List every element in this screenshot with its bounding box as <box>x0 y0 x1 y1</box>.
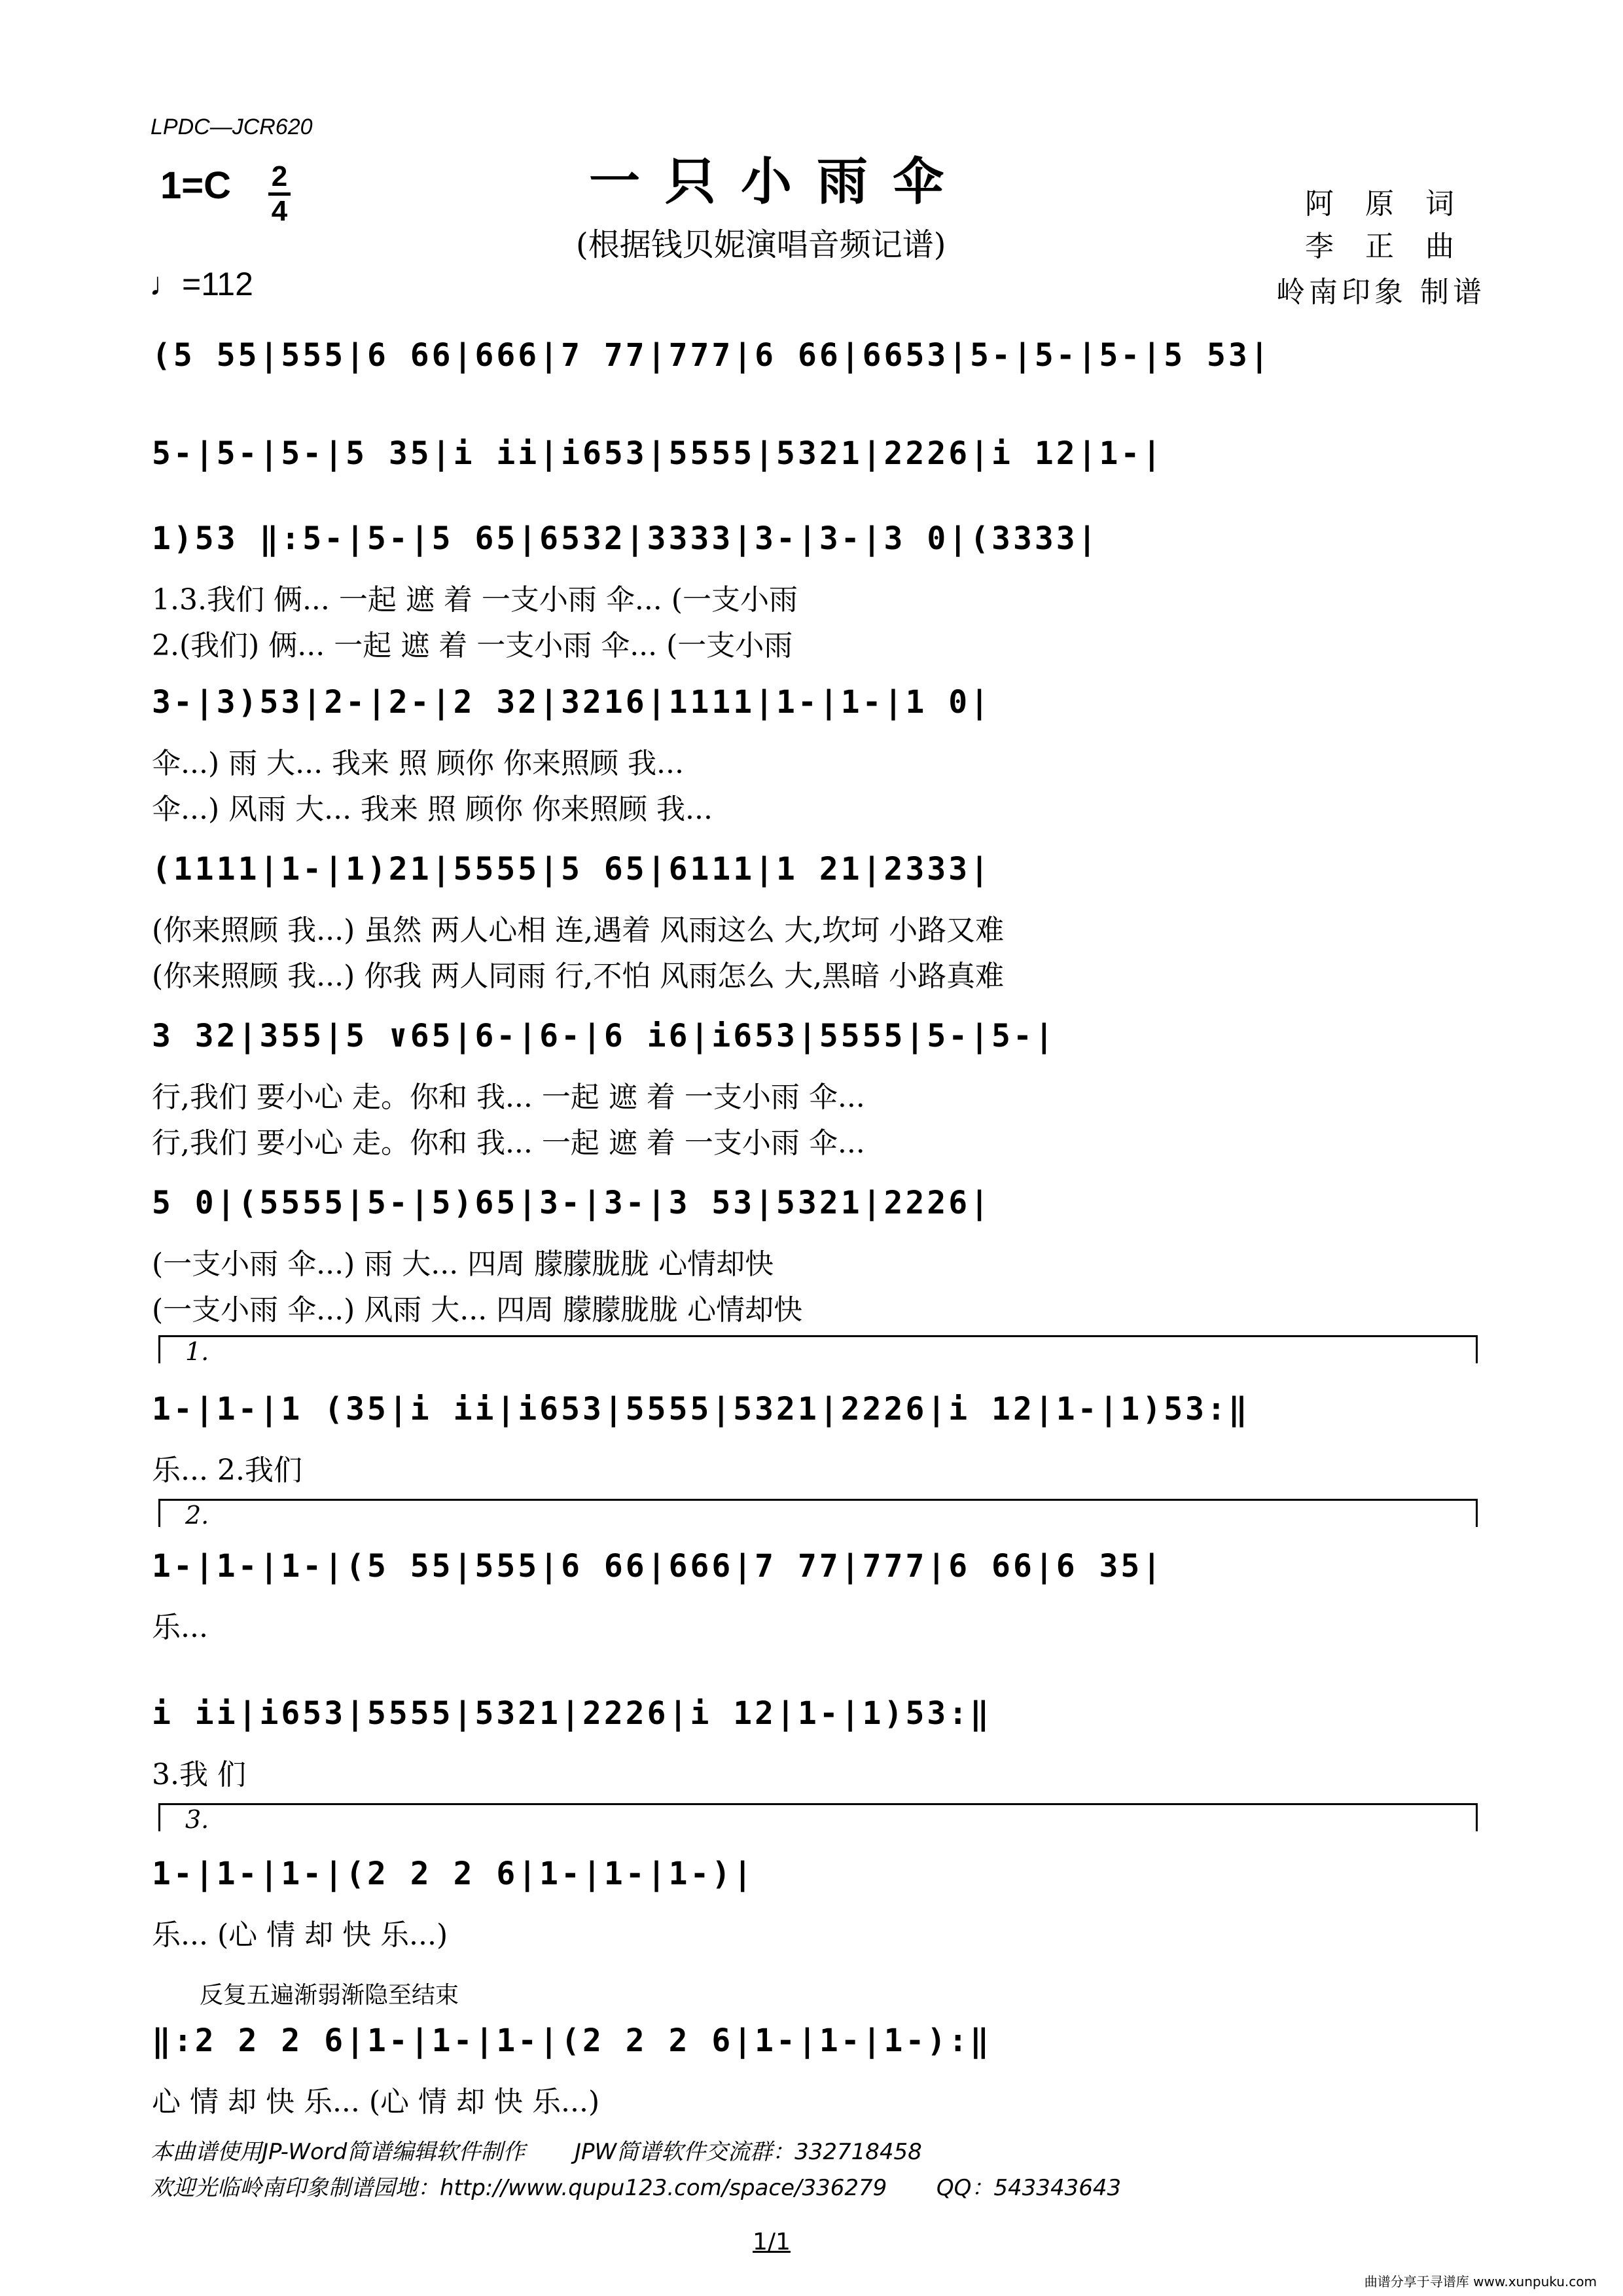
composer-credit: 李正曲 <box>1305 230 1486 263</box>
lyric-row-10: 3.我 们 <box>152 1758 246 1791</box>
footer-line-2: 欢迎光临岭南印象制谱园地：http://www.qupu123.com/space/336279 QQ：543343643 <box>151 2175 1122 2201</box>
notation-row-2: 5-|5-|5-|5 35|i ii|i653|5555|5321|2226|i 12|1-| <box>152 435 1164 472</box>
ending-bracket-1 <box>158 1335 1478 1366</box>
time-signature <box>268 162 291 226</box>
key-signature: 1=C <box>160 164 232 207</box>
ending-label-1: 1. <box>185 1337 209 1366</box>
notation-row-9: 1-|1-|1-|(5 55|555|6 66|666|7 77|777|6 66|6 35| <box>152 1548 1164 1585</box>
notation-row-3: 1)53 ‖:5-|5-|5 65|6532|3333|3-|3-|3 0|(3333| <box>152 520 1099 557</box>
notation-row-5: (1111|1-|1)21|5555|5 65|6111|1 21|2333| <box>152 851 992 888</box>
notation-row-1: (5 55|555|6 66|666|7 77|777|6 66|6653|5-|5-|5-|5 53| <box>152 337 1272 374</box>
lyric-row-3a: 1.3.我们 俩... 一起 遮 着 一支小雨 伞... (一支小雨 <box>152 583 798 617</box>
lyric-row-5b: (你来照顾 我...) 你我 两人同雨 行,不怕 风雨怎么 大,黑暗 小路真难 <box>152 960 1005 993</box>
lyric-row-8: 乐... 2.我们 <box>152 1454 302 1487</box>
notation-row-4: 3-|3)53|2-|2-|2 32|3216|1111|1-|1-|1 0| <box>152 684 992 721</box>
lyricist-credit: 阿原词 <box>1305 187 1486 221</box>
notation-row-7: 5 0|(5555|5-|5)65|3-|3-|3 53|5321|2226| <box>152 1185 992 1221</box>
meter-top: 2 <box>271 160 288 192</box>
song-subtitle: (根据钱贝妮演唱音频记谱) <box>576 226 946 263</box>
lyric-row-6a: 行,我们 要小心 走。你和 我... 一起 遮 着 一支小雨 伞... <box>152 1081 865 1114</box>
lyric-row-7a: (一支小雨 伞...) 雨 大... 四周 朦朦胧胧 心情却快 <box>152 1247 774 1281</box>
lyric-row-4a: 伞...) 雨 大... 我来 照 顾你 你来照顾 我... <box>152 747 684 780</box>
watermark-text: 曲谱分享于寻谱库 www.xunpuku.com <box>1364 2274 1597 2289</box>
tempo-marking: ♩=112 <box>149 266 253 302</box>
notation-row-8: 1-|1-|1 (35|i ii|i653|5555|5321|2226|i 12|1-|1)53:‖ <box>152 1391 1250 1427</box>
footer-line-1: 本曲谱使用JP-Word简谱编辑软件制作 JPW简谱软件交流群：332718458 <box>151 2139 922 2165</box>
ending-label-3: 3. <box>185 1805 209 1834</box>
lyric-row-9: 乐... <box>152 1611 208 1644</box>
lyric-row-11: 乐... (心 情 却 快 乐...) <box>152 1918 448 1952</box>
notation-row-6: 3 32|355|5 ∨65|6-|6-|6 i6|i653|5555|5-|5-| <box>152 1018 1056 1054</box>
ending-label-2: 2. <box>185 1501 209 1530</box>
ending-bracket-2 <box>158 1499 1478 1530</box>
repeat-instruction: 反复五遍渐弱渐隐至结束 <box>200 1982 459 2009</box>
lyric-row-6b: 行,我们 要小心 走。你和 我... 一起 遮 着 一支小雨 伞... <box>152 1126 865 1160</box>
lyric-row-5a: (你来照顾 我...) 虽然 两人心相 连,遇着 风雨这么 大,坎坷 小路又难 <box>152 914 1005 947</box>
lyric-row-12: 心 情 却 快 乐... (心 情 却 快 乐...) <box>152 2085 600 2119</box>
page-number: 1/1 <box>753 2229 791 2255</box>
ending-bracket-3 <box>158 1803 1478 1834</box>
notation-row-12: ‖:2 2 2 6|1-|1-|1-|(2 2 2 6|1-|1-|1-):‖ <box>152 2022 992 2059</box>
arranger-credit: 岭南印象 制谱 <box>1276 276 1486 309</box>
score-code: LPDC—JCR620 <box>151 115 313 139</box>
song-title: 一只小雨伞 <box>589 152 969 211</box>
meter-bottom: 4 <box>271 195 288 227</box>
lyric-row-7b: (一支小雨 伞...) 风雨 大... 四周 朦朦胧胧 心情却快 <box>152 1293 803 1327</box>
notation-row-10: i ii|i653|5555|5321|2226|i 12|1-|1)53:‖ <box>152 1695 992 1732</box>
lyric-row-4b: 伞...) 风雨 大... 我来 照 顾你 你来照顾 我... <box>152 793 713 826</box>
lyric-row-3b: 2.(我们) 俩... 一起 遮 着 一支小雨 伞... (一支小雨 <box>152 629 793 662</box>
notation-row-11: 1-|1-|1-|(2 2 2 6|1-|1-|1-)| <box>152 1856 755 1892</box>
